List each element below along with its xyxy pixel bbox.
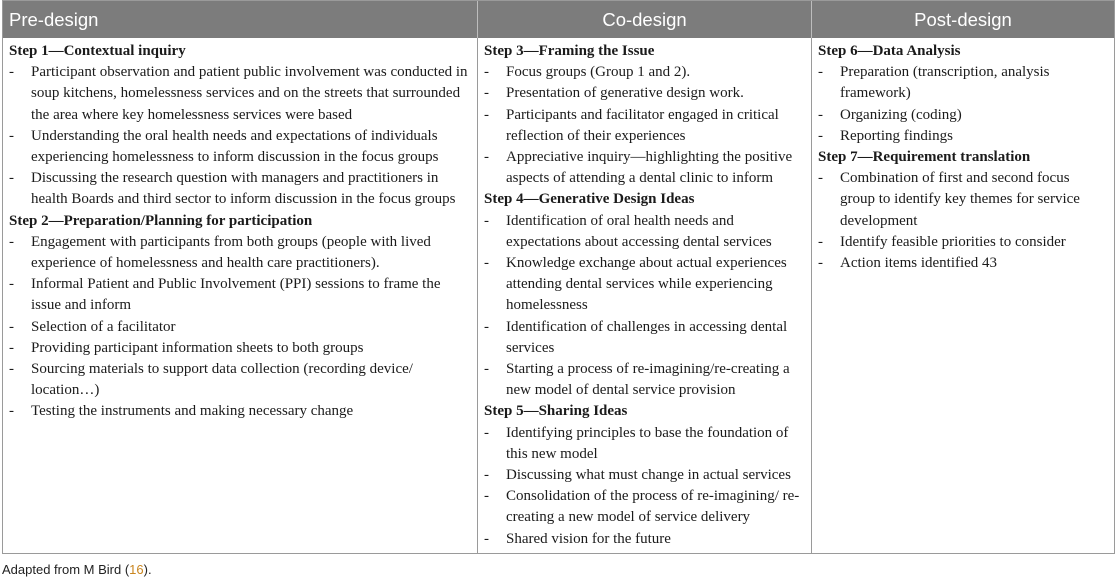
- bullet-dash: -: [9, 233, 14, 250]
- column-post-design: [812, 38, 1114, 553]
- bullet-dash: -: [9, 361, 14, 378]
- list-item-text: Understanding the oral health needs and expectations of individuals experiencing homelessness to inform discussion in the focus groups: [31, 127, 439, 166]
- step-heading: Step 6—Data Analysis: [818, 43, 961, 59]
- list-item-text: Preparation (transcription, analysis framework): [840, 64, 1050, 102]
- list-item: [9, 126, 471, 168]
- list-item-text: Appreciative inquiry—highlighting the positive aspects of attending a dental clinic to inform: [506, 149, 793, 187]
- list-item: [484, 529, 805, 550]
- list-item-text: Identify feasible priorities to consider: [840, 233, 1066, 250]
- list-item: [484, 83, 805, 104]
- list-item-text: Reporting findings: [840, 127, 953, 144]
- list-item-text: Action items identified 43: [840, 255, 998, 272]
- list-item-text: Identification of challenges in accessing dental services: [506, 318, 788, 356]
- list-item-text: Discussing what must change in actual services: [506, 467, 791, 484]
- design-stages-table: [2, 0, 1115, 554]
- bullet-dash: -: [484, 64, 489, 81]
- step-heading: Step 1—Contextual inquiry: [9, 43, 186, 59]
- list-item: [818, 253, 1108, 274]
- bullet-dash: -: [9, 127, 14, 144]
- bullet-dash: -: [9, 339, 14, 356]
- column-co-design: [478, 38, 812, 553]
- list-item-text: Combination of first and second focus group to identify key themes for service development: [840, 170, 1080, 229]
- list-item: [484, 62, 805, 83]
- list-item: [818, 62, 1108, 104]
- list-item-text: Knowledge exchange about actual experiences attending dental services while experiencing homelessness: [506, 255, 787, 314]
- step-heading: Step 7—Requirement translation: [818, 149, 1031, 166]
- list-item: [484, 359, 805, 401]
- list-item: [818, 168, 1108, 232]
- list-item: [484, 105, 805, 147]
- bullet-dash: -: [484, 212, 489, 229]
- step-heading: Step 2—Preparation/Planning for participation: [9, 212, 313, 229]
- bullet-dash: -: [484, 318, 489, 335]
- list-item: [818, 105, 1108, 126]
- list-item: [9, 168, 471, 210]
- bullet-dash: -: [818, 233, 823, 250]
- list-item: [484, 317, 805, 359]
- list-item: [484, 486, 805, 528]
- bullet-dash: -: [484, 467, 489, 484]
- table-caption: [2, 562, 152, 577]
- bullet-dash: -: [484, 85, 489, 102]
- list-item-text: Selection of a facilitator: [31, 318, 176, 335]
- list-item: [9, 338, 471, 359]
- caption-prefix: Adapted from M Bird (: [2, 562, 130, 577]
- table-header-row: [3, 1, 1114, 38]
- caption-suffix: ).: [143, 562, 152, 577]
- list-item-text: Discussing the research question with managers and practitioners in health Boards and third sector to inform discussion in the focus groups: [31, 170, 456, 208]
- list-item-text: Presentation of generative design work.: [506, 85, 744, 102]
- list-item-text: Sourcing materials to support data collection (recording device/ location…): [31, 361, 413, 399]
- list-item-text: Testing the instruments and making necessary change: [31, 403, 354, 420]
- bullet-dash: -: [9, 318, 14, 335]
- citation-link[interactable]: 16: [129, 562, 144, 577]
- list-item: [484, 211, 805, 253]
- list-item-text: Focus groups (Group 1 and 2).: [506, 64, 691, 81]
- bullet-dash: -: [9, 64, 14, 81]
- list-item: [9, 317, 471, 338]
- list-item-text: Starting a process of re-imagining/re-creating a new model of dental service provision: [506, 361, 790, 399]
- bullet-dash: -: [818, 106, 823, 123]
- step-heading: Step 5—Sharing Ideas: [484, 403, 628, 420]
- header-post-design: Post-design: [812, 1, 1114, 38]
- column-pre-design: [3, 38, 478, 553]
- bullet-dash: -: [818, 127, 823, 144]
- bullet-dash: -: [818, 64, 823, 81]
- list-item: [9, 359, 471, 401]
- bullet-dash: -: [9, 403, 14, 420]
- list-item: [484, 423, 805, 465]
- list-item-text: Shared vision for the future: [506, 530, 671, 547]
- list-item-text: Identification of oral health needs and expectations about accessing dental services: [506, 212, 772, 250]
- list-item: [484, 253, 805, 317]
- bullet-dash: -: [9, 170, 14, 187]
- table-body-row: [3, 38, 1114, 553]
- list-item-text: Informal Patient and Public Involvement (PPI) sessions to frame the issue and inform: [31, 276, 441, 314]
- bullet-dash: -: [484, 255, 489, 272]
- bullet-dash: -: [484, 106, 489, 123]
- list-item: [484, 147, 805, 189]
- list-item-text: Consolidation of the process of re-imagining/ re-creating a new model of service delivery: [506, 488, 800, 526]
- list-item: [9, 274, 471, 316]
- bullet-dash: -: [484, 530, 489, 547]
- bullet-dash: -: [818, 255, 823, 272]
- list-item: [9, 62, 471, 126]
- list-item: [9, 401, 471, 422]
- bullet-dash: -: [484, 361, 489, 378]
- list-item-text: Participant observation and patient public involvement was conducted in soup kitchens, homelessness services and on the streets that surrounded the area where key homelessness services were based: [31, 64, 468, 123]
- list-item: [818, 232, 1108, 253]
- list-item: [9, 232, 471, 274]
- list-item: [818, 126, 1108, 147]
- list-item: [484, 465, 805, 486]
- header-pre-design: Pre-design: [3, 1, 478, 38]
- step-heading: Step 3—Framing the Issue: [484, 43, 655, 59]
- bullet-dash: -: [484, 488, 489, 505]
- header-co-design: Co-design: [478, 1, 812, 38]
- step-heading: Step 4—Generative Design Ideas: [484, 191, 695, 208]
- bullet-dash: -: [484, 424, 489, 441]
- list-item-text: Engagement with participants from both groups (people with lived experience of homelessness and health care practitioners).: [31, 233, 431, 272]
- bullet-dash: -: [9, 276, 14, 293]
- list-item-text: Organizing (coding): [840, 106, 962, 123]
- bullet-dash: -: [818, 170, 823, 187]
- list-item-text: Participants and facilitator engaged in critical reflection of their experiences: [506, 106, 779, 144]
- list-item-text: Identifying principles to base the foundation of this new model: [506, 424, 789, 462]
- bullet-dash: -: [484, 149, 489, 166]
- list-item-text: Providing participant information sheets to both groups: [31, 339, 364, 356]
